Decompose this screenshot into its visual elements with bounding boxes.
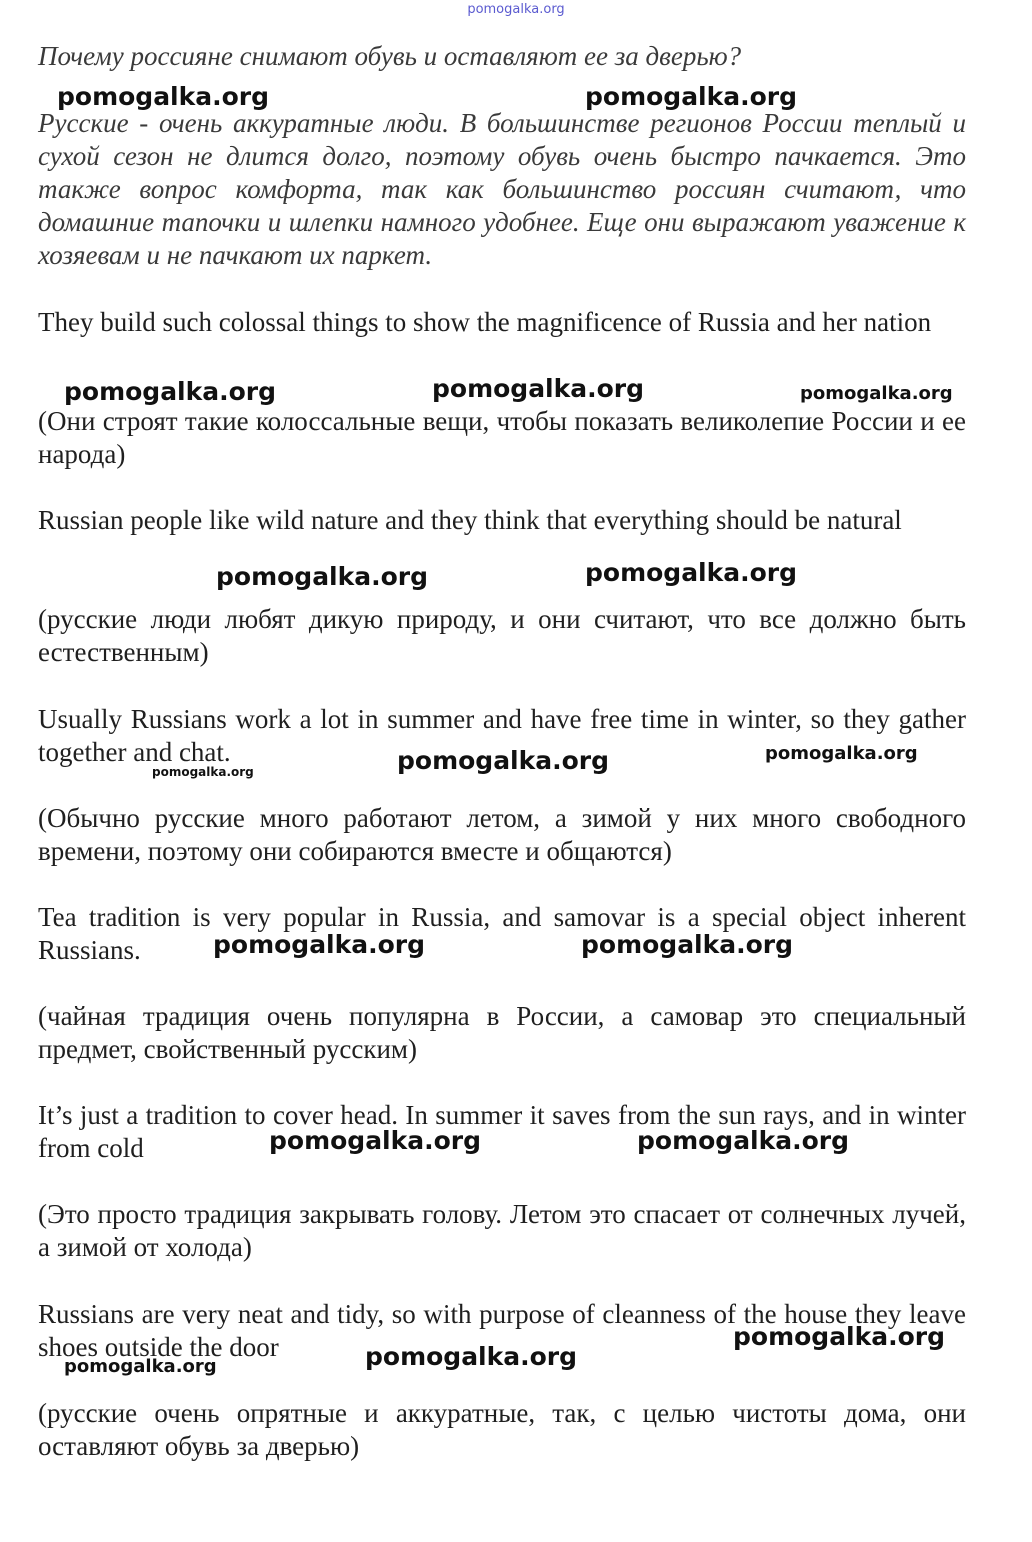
watermark: pomogalka.org [765, 743, 918, 764]
header-site-url[interactable]: pomogalka.org [467, 2, 565, 17]
answer-paragraph-4: Russian people like wild nature and they think that everything should be natural [38, 505, 902, 535]
watermark: pomogalka.org [57, 82, 270, 111]
watermark: pomogalka.org [152, 765, 254, 779]
watermark: pomogalka.org [365, 1342, 578, 1371]
answer-paragraph-7: (Обычно русские много работают летом, а зимой у них много свободного времени, поэтому они собираются вместе и общаются) [38, 803, 966, 866]
answer-paragraph-2: They build such colossal things to show the magnificence of Russia and her nation [38, 307, 932, 337]
watermark: pomogalka.org [585, 558, 798, 587]
answer-paragraph-3: (Они строят такие колоссальные вещи, чтобы показать великолепие России и ее народа) [38, 406, 966, 469]
watermark: pomogalka.org [64, 1356, 217, 1377]
watermark: pomogalka.org [800, 383, 953, 404]
answer-paragraph-11: (Это просто традиция закрывать голову. Летом это спасает от солнечных лучей, а зимой от холода) [38, 1199, 966, 1262]
answer-paragraph-1: Русские - очень аккуратные люди. В большинстве регионов России теплый и сухой сезон не длится долго, поэтому обувь очень быстро пачкается. Это также вопрос комфорта, так как большинство россиян считают, что домашние тапочки и шлепки намного удобнее. Еще они выражают уважение к хозяевам и не пачкают их паркет. [38, 108, 966, 270]
watermark: pomogalka.org [269, 1126, 482, 1155]
answer-paragraph-10: It’s just a tradition to cover head. In summer it saves from the sun rays, and in winter from cold [38, 1100, 966, 1163]
watermark: pomogalka.org [213, 930, 426, 959]
watermark: pomogalka.org [637, 1126, 850, 1155]
question-heading: Почему россияне снимают обувь и оставляют ее за дверью? [38, 41, 742, 71]
watermark: pomogalka.org [64, 377, 277, 406]
answer-paragraph-13: (русские очень опрятные и аккуратные, так, с целью чистоты дома, они оставляют обувь за дверью) [38, 1398, 966, 1461]
answer-paragraph-12: Russians are very neat and tidy, so with purpose of cleanness of the house they leave shoes outside the door [38, 1299, 966, 1362]
watermark: pomogalka.org [216, 562, 429, 591]
watermark: pomogalka.org [397, 746, 610, 775]
watermark: pomogalka.org [585, 82, 798, 111]
answer-paragraph-6: Usually Russians work a lot in summer and have free time in winter, so they gather together and chat. [38, 704, 966, 767]
answer-paragraph-5: (русские люди любят дикую природу, и они считают, что все должно быть естественным) [38, 604, 966, 667]
watermark: pomogalka.org [432, 374, 645, 403]
answer-paragraph-9: (чайная традиция очень популярна в России, а самовар это специальный предмет, свойственный русским) [38, 1001, 966, 1064]
watermark: pomogalka.org [581, 930, 794, 959]
answer-paragraph-8: Tea tradition is very popular in Russia, and samovar is a special object inherent Russians. [38, 902, 966, 965]
watermark: pomogalka.org [733, 1322, 946, 1351]
